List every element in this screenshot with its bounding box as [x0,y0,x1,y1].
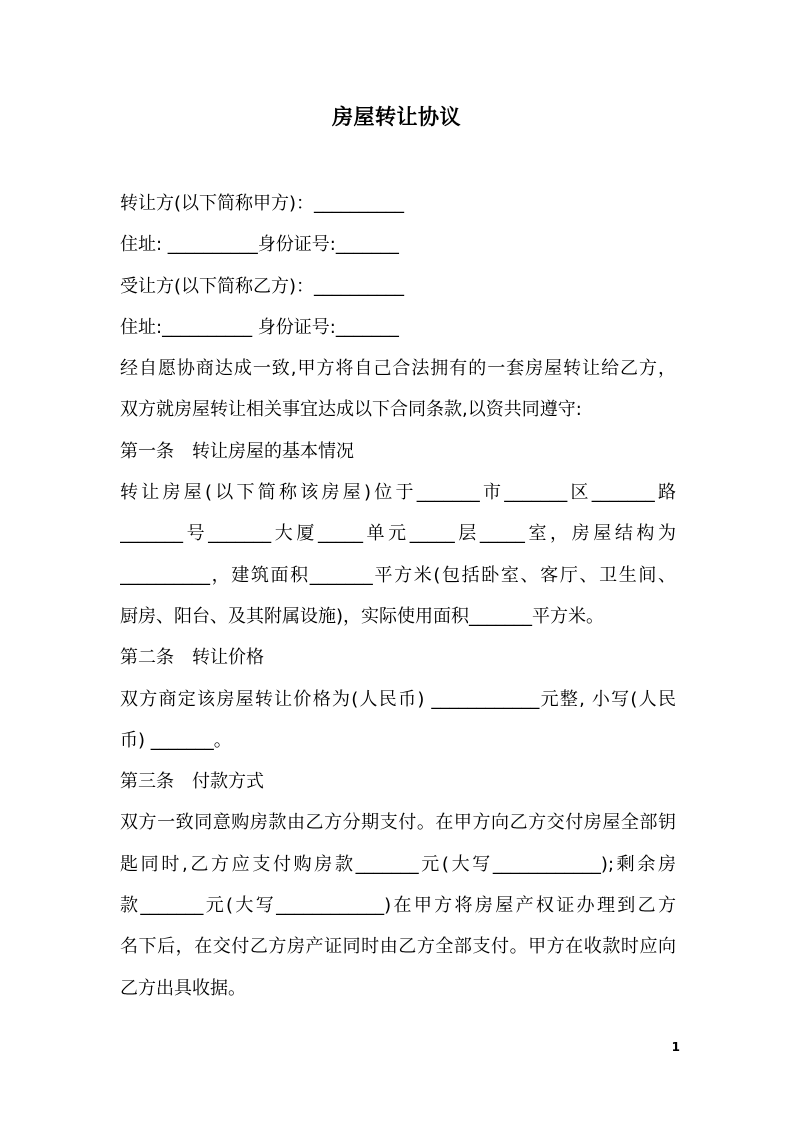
transferor-line: 转让方(以下简称甲方)：__________ [120,193,405,214]
article-paragraph-line: 乙方出具收据。 [120,977,246,999]
article-paragraph-line: __________，建筑面积_______平方米(包括卧室、客厅、卫生间、 [120,564,676,586]
article-paragraph-line: 币) _______。 [120,729,232,751]
intro-paragraph-line: 经自愿协商达成一致,甲方将自己合法拥有的一套房屋转让给乙方， [120,358,676,380]
transferee-line: 受让方(以下简称乙方)：__________ [120,275,405,297]
article-paragraph-line: 转让房屋(以下简称该房屋)位于_______市_______区_______路 [120,482,676,504]
article-paragraph-line: 双方一致同意购房款由乙方分期支付。在甲方向乙方交付房屋全部钥 [120,812,676,834]
document-title: 房屋转让协议 [332,105,461,129]
article-paragraph-line: 款_______元(大写____________)在甲方将房屋产权证办理到乙方 [120,895,676,917]
article-heading: 第二条 转让价格 [120,647,264,669]
article-paragraph-line: _______号_______大厦_____单元_____层_____室，房屋结构为 [120,523,676,545]
page-number: 1 [671,1040,680,1054]
document-body [120,183,676,1009]
transferor-address-line: 住址: __________身份证号:_______ [120,234,399,256]
article-paragraph-line: 厨房、阳台、及其附属设施)，实际使用面积_______平方米。 [120,605,605,627]
article-paragraph-line: 名下后，在交付乙方房产证同时由乙方全部支付。甲方在收款时应向 [120,936,676,958]
article-paragraph-line: 匙同时,乙方应支付购房款_______元(大写____________);剩余房 [120,853,676,875]
transferee-address-line: 住址:__________ 身份证号:_______ [120,316,399,338]
article-heading: 第三条 付款方式 [120,771,264,793]
article-heading: 第一条 转让房屋的基本情况 [120,440,354,462]
intro-paragraph-line: 双方就房屋转让相关事宜达成以下合同条款,以资共同遵守: [120,399,582,421]
article-paragraph-line: 双方商定该房屋转让价格为(人民币) ____________元整, 小写(人民 [120,688,676,710]
